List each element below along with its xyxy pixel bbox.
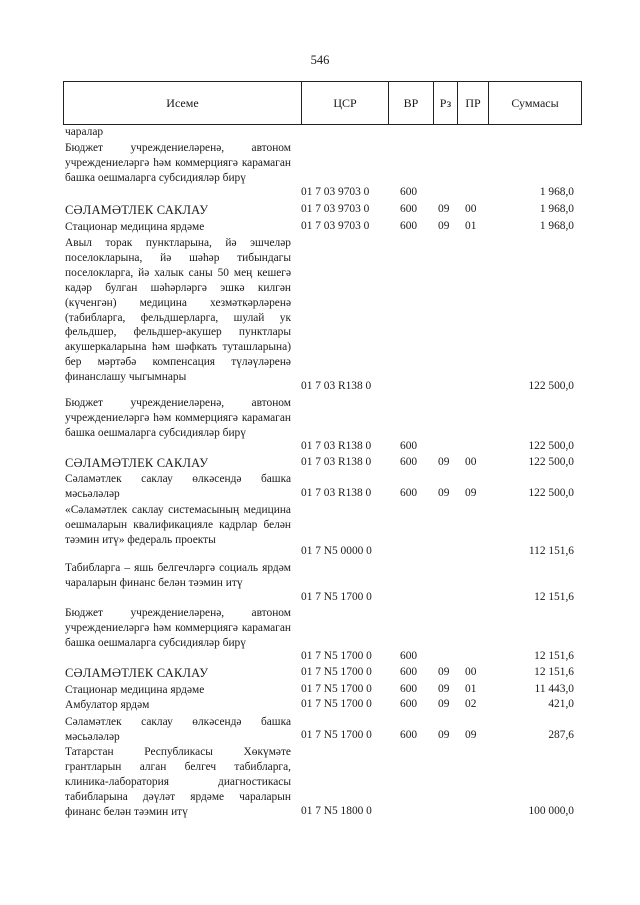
row-pr: 00 [465,666,477,678]
row-csr: 01 7 N5 1700 0 [301,650,372,662]
row-name: СӘЛАМӘТЛЕК САКЛАУ [65,203,209,217]
row-vr: 600 [400,186,418,198]
row-name: Бюджет учреждениеләренә, автоном учреждениеләргә һәм коммерциягә карамаган башка оешмаларга субсидияләр бирү [65,397,291,439]
row-name: Табибларга – яшь белгечләргә социаль ярдәм чараларын финанс белән тәэмин итү [65,562,291,589]
row-rz: 09 [438,487,450,499]
header-rz: Рз [434,82,458,124]
row-csr: 01 7 03 R138 0 [301,440,372,452]
row-sum: 1 968,0 [539,220,574,232]
row-csr: 01 7 03 R138 0 [301,380,372,392]
row-name: Амбулатор ярдәм [65,699,150,711]
row-sum: 122 500,0 [528,487,574,499]
row-pr: 00 [465,456,477,468]
row-name: Бюджет учреждениеләренә, автоном учреждениеләргә һәм коммерциягә карамаган башка оешмаларга субсидияләр бирү [65,142,291,184]
row-sum: 100 000,0 [528,805,574,817]
page-number: 546 [310,53,330,67]
row-csr: 01 7 03 R138 0 [301,487,372,499]
row-pr: 00 [465,203,477,215]
row-sum: 11 443,0 [534,683,574,695]
header-vr: ВР [389,82,434,124]
row-sum: 122 500,0 [528,456,574,468]
row-csr: 01 7 N5 1700 0 [301,591,372,603]
row-sum: 1 968,0 [539,203,574,215]
row-rz: 09 [438,666,450,678]
row-name: Стационар медицина ярдәме [65,684,205,696]
row-csr: 01 7 03 R138 0 [301,456,372,468]
row-sum: 122 500,0 [528,440,574,452]
row-name: Татарстан Республикасы Хөкүмәте грантларын алган белгеч табибларга, клиника-лаборатория диагностикасы табибларына дәүләт ярдәме чараларын финанс белән тәэмин итү [65,746,291,818]
row-csr: 01 7 N5 1700 0 [301,698,372,710]
row-pr: 01 [465,220,477,232]
row-vr: 600 [400,666,418,678]
row-sum: 12 151,6 [534,650,574,662]
row-sum: 1 968,0 [539,186,574,198]
row-pr: 09 [465,729,477,741]
row-pr: 02 [465,698,477,710]
row-name: Сәламәтлек саклау өлкәсендә башка мәсьәләләр [65,473,291,500]
row-rz: 09 [438,683,450,695]
row-rz: 09 [438,456,450,468]
row-vr: 600 [400,487,418,499]
row-vr: 600 [400,683,418,695]
row-sum: 122 500,0 [528,380,574,392]
row-name: чаралар [65,126,104,138]
row-vr: 600 [400,729,418,741]
row-name: СӘЛАМӘТЛЕК САКЛАУ [65,456,209,470]
row-vr: 600 [400,220,418,232]
row-csr: 01 7 03 9703 0 [301,220,370,232]
row-vr: 600 [400,456,418,468]
row-csr: 01 7 03 9703 0 [301,203,370,215]
row-rz: 09 [438,220,450,232]
row-name: Сәламәтлек саклау өлкәсендә башка мәсьәләләр [65,716,291,743]
row-rz: 09 [438,203,450,215]
row-csr: 01 7 N5 1700 0 [301,729,372,741]
row-sum: 12 151,6 [534,666,574,678]
header-sum: Суммасы [511,96,559,110]
row-sum: 421,0 [548,698,574,710]
header-csr: ЦСР [302,82,389,124]
row-name: Авыл торак пунктларына, йә эшчеләр поселокларына, йә шәһәр тибындагы поселокларга, йә халык саны 50 мең кешегә кадәр булган шәһәрләргә эшкә килгән (күченгән) медицина хезмәткәрләренә (табибларга, фельдшерларга, шулай ук фельдшер, фельдшер-акушер пунктлары акушеркаларына һәм шәфкать туташларына) бер мәртәбә компенсация түләүләренә финанслашу чыгымнары [65,237,291,384]
row-sum: 112 151,6 [528,545,574,557]
row-rz: 09 [438,729,450,741]
row-vr: 600 [400,698,418,710]
row-rz: 09 [438,698,450,710]
row-csr: 01 7 N5 1700 0 [301,683,372,695]
row-pr: 09 [465,487,477,499]
row-vr: 600 [400,440,418,452]
row-csr: 01 7 N5 1700 0 [301,666,372,678]
row-name: Стационар медицина ярдәме [65,221,205,233]
row-csr: 01 7 N5 0000 0 [301,545,372,557]
header-name: Исеме [64,82,302,124]
row-sum: 287,6 [548,729,574,741]
row-name: «Сәламәтлек саклау системасының медицина оешмаларын квалификацияле кадрлар белән тәэмин итү» федераль проекты [65,504,291,546]
header-pr: ПР [458,82,489,124]
table-header [63,81,582,125]
row-csr: 01 7 N5 1800 0 [301,805,372,817]
row-pr: 01 [465,683,477,695]
row-csr: 01 7 03 9703 0 [301,186,370,198]
row-name: Бюджет учреждениеләренә, автоном учреждениеләргә һәм коммерциягә карамаган башка оешмаларга субсидияләр бирү [65,607,291,649]
row-vr: 600 [400,203,418,215]
row-name: СӘЛАМӘТЛЕК САКЛАУ [65,666,209,680]
row-sum: 12 151,6 [534,591,574,603]
row-vr: 600 [400,650,418,662]
